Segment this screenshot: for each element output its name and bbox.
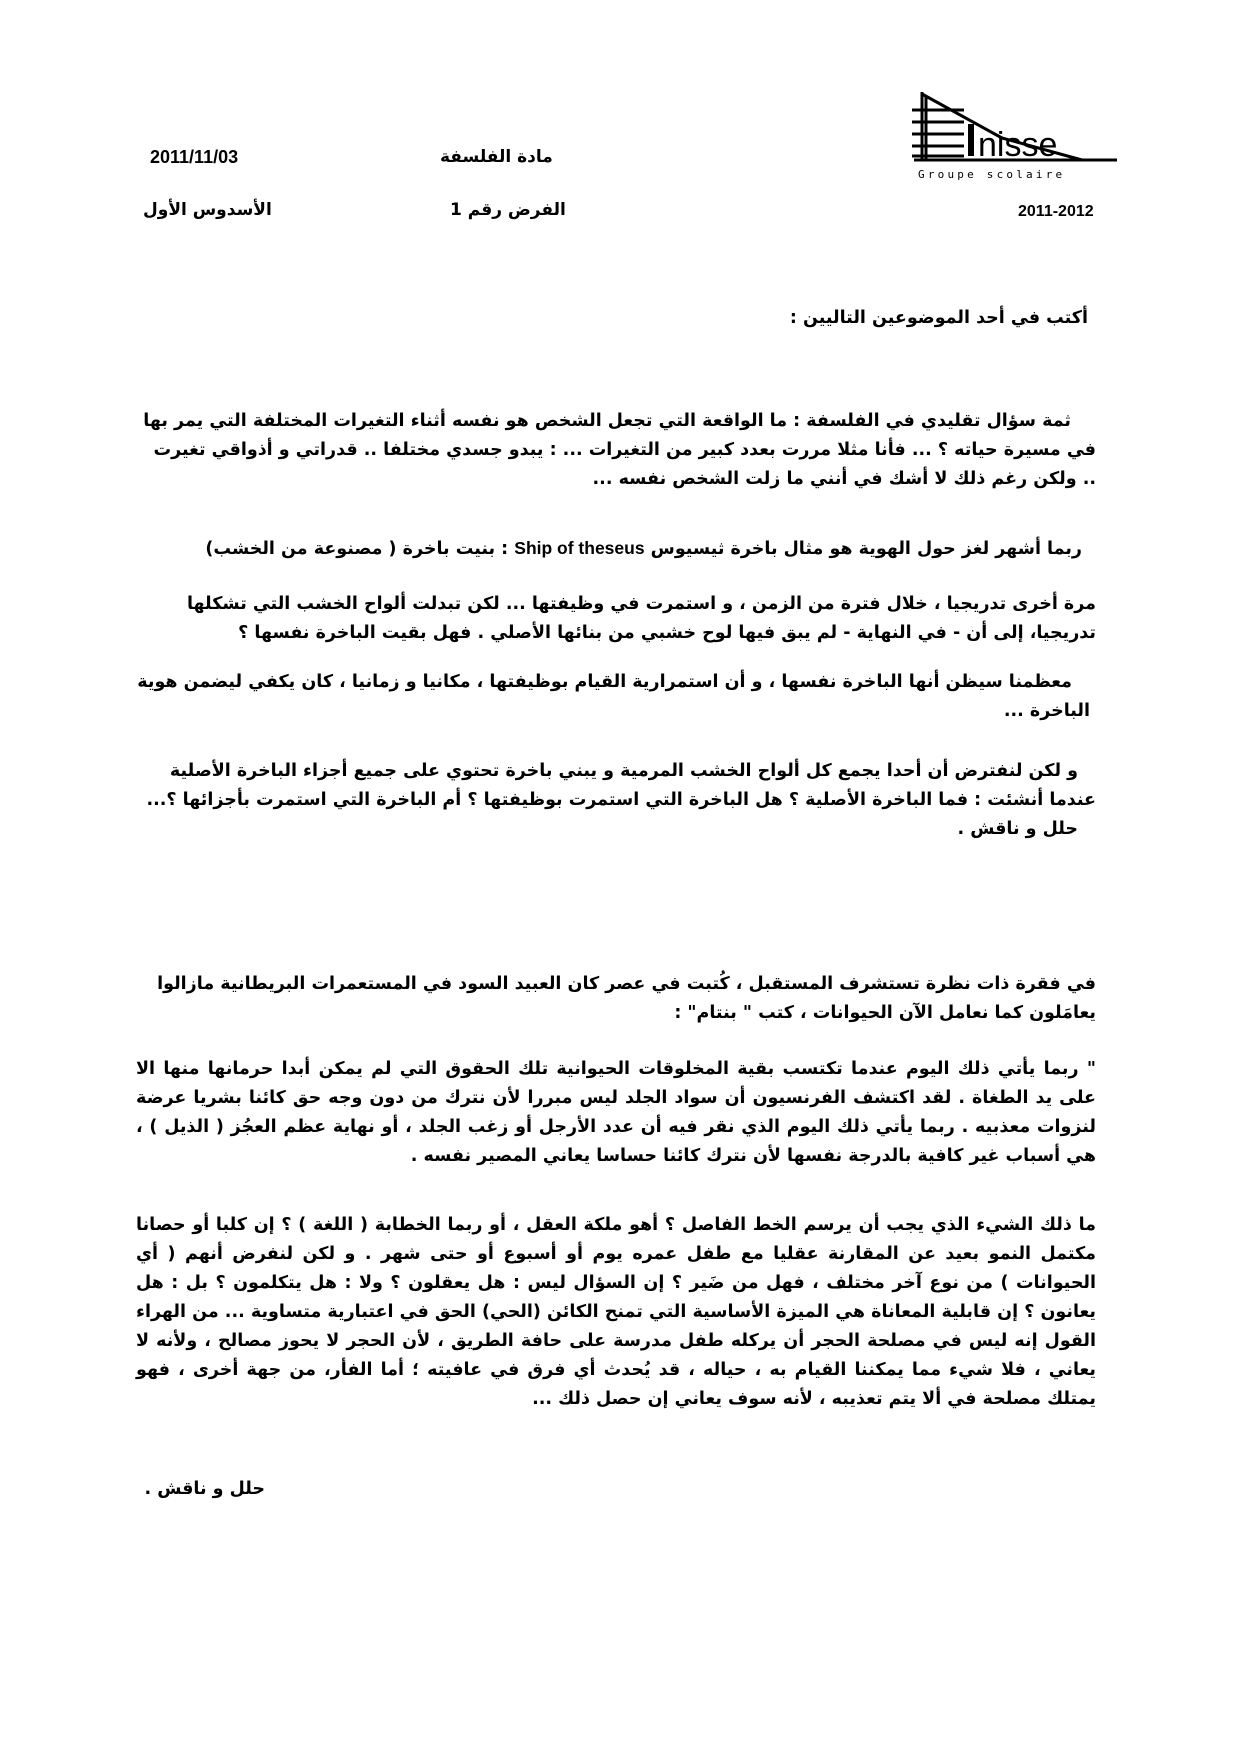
topic1-task: حلل و ناقش . (957, 819, 1078, 839)
exam-date: 2011/11/03 (150, 147, 239, 167)
topic1-p5-text: و لكن لنفترض أن أحدا يجمع كل ألواح الخشب المرمية و يبني باخرة تحتوي على جميع أجزاء الباخرة الأصلية عندما أنشئت : فما الباخرة الأصلية ؟ هل الباخرة التي استمرت بوظيفتها ؟ أم الباخرة التي استمرت بأجزائها ؟... (146, 761, 1096, 810)
logo-text: nisse (978, 126, 1058, 164)
logo-subtext: Groupe scolaire (918, 168, 1066, 181)
topic2-intro: في فقرة ذات نظرة تستشرف المستقبل ، كُتبت في عصر كان العبيد السود في المستعمرات البريطانية مازالوا يعامَلون كما نعامل الآن الحيوانات ، كتب " بنتام" : (157, 974, 1096, 1023)
semester-label: الأسدوس الأول (143, 200, 272, 220)
school-logo (912, 90, 1122, 185)
topic2-quote: " ربما يأتي ذلك اليوم عندما تكتسب بقية المخلوقات الحيوانية تلك الحقوق التي لم يمكن أبدا حرمانها منها الا على يد الطغاة . لقد اكتشف الفرنسيون أن سواد الجلد ليس مبررا لأن نترك من دون وجه حق كائنا بشريا عرضة لنزوات معذبيه . ربما يأتي ذلك اليوم الذي نقر فيه أن عدد الأرجل أو زغب الجلد ، أو نهاية عظم العجُز ( الذيل ) ، هي أسباب غير كافية بالدرجة نفسها لأن نترك كائنا حساسا يعاني المصير نفسه . (136, 1059, 1096, 1166)
topic1-paragraph-3: مرة أخرى تدريجيا ، خلال فترة من الزمن ، و استمرت في وظيفتها ... لكن تبدلت ألواح الخشب التي تشكلها تدريجيا، إلى أن - في النهاية - لم يبق فيها لوح خشبي من بنائها الأصلي . فهل بقيت الباخرة نفسها ؟ (186, 594, 1096, 643)
topic1-p2-after: : بنيت باخرة ( مصنوعة من الخشب) (205, 539, 509, 559)
topic1-paragraph-4: معظمنا سيظن أنها الباخرة نفسها ، و أن استمرارية القيام بوظيفتها ، مكانيا و زمانيا ، كان يكفي ليضمن هوية الباخرة ... (137, 672, 1090, 721)
instruction: أكتب في أحد الموضوعين التاليين : (789, 308, 1088, 328)
topic2-task: حلل و ناقش . (144, 1479, 265, 1499)
topic1-p2-before: ربما أشهر لغز حول الهوية هو مثال باخرة ثيسيوس (650, 539, 1082, 559)
subject-label: مادة الفلسفة (440, 147, 553, 167)
topic1-paragraph-1: ثمة سؤال تقليدي في الفلسفة : ما الواقعة التي تجعل الشخص هو نفسه أثناء التغيرات المختلفة التي يمر بها في مسيرة حياته ؟ ... فأنا مثلا مررت بعدد كبير من التغيرات ... : يبدو جسدي مختلفا .. قدراتي و أذواقي تغيرت .. ولكن رغم ذلك لا أشك في أنني ما زلت الشخص نفسه ... (143, 411, 1096, 489)
topic1-paragraph-5 (136, 757, 1096, 844)
exam-number: الفرض رقم 1 (450, 200, 566, 220)
topic1-paragraph-2 (140, 534, 1100, 564)
topic2-paragraph: ما ذلك الشيء الذي يجب أن يرسم الخط الفاصل ؟ أهو ملكة العقل ، أو ربما الخطابة ( اللغة ) ؟ إن كلبا أو حصانا مكتمل النمو بعيد عن المقارنة عقليا مع طفل عمره يوم أو أسبوع أو حتى شهر . و لكن لنفرض أنهم ( أي الحيوانات ) من نوع آخر مختلف ، فهل من ضَير ؟ إن السؤال ليس : هل يعقلون ؟ ولا : هل يتكلمون ؟ بل : هل يعانون ؟ إن قابلية المعاناة هي الميزة الأساسية التي تمنح الكائن (الحي) الحق في اعتبارية متساوية ... من الهراء القول إنه ليس في مصلحة الحجر أن يركله طفل مدرسة على حافة الطريق ، لأن الحجر لا يحوز مصالح ، ولأنه لا يعاني ، فلا شيء مما يمكننا القيام به ، حياله ، قد يُحدث أي فرق في عافيته ؛ أما الفأر، من جهة أخرى ، فهو يمتلك مصلحة في ألا يتم تعذيبه ، لأنه سوف يعاني إن حصل ذلك ... (136, 1215, 1096, 1409)
school-year: 2011-2012 (1018, 203, 1094, 220)
ship-of-theseus-term: Ship of theseus (514, 538, 645, 558)
